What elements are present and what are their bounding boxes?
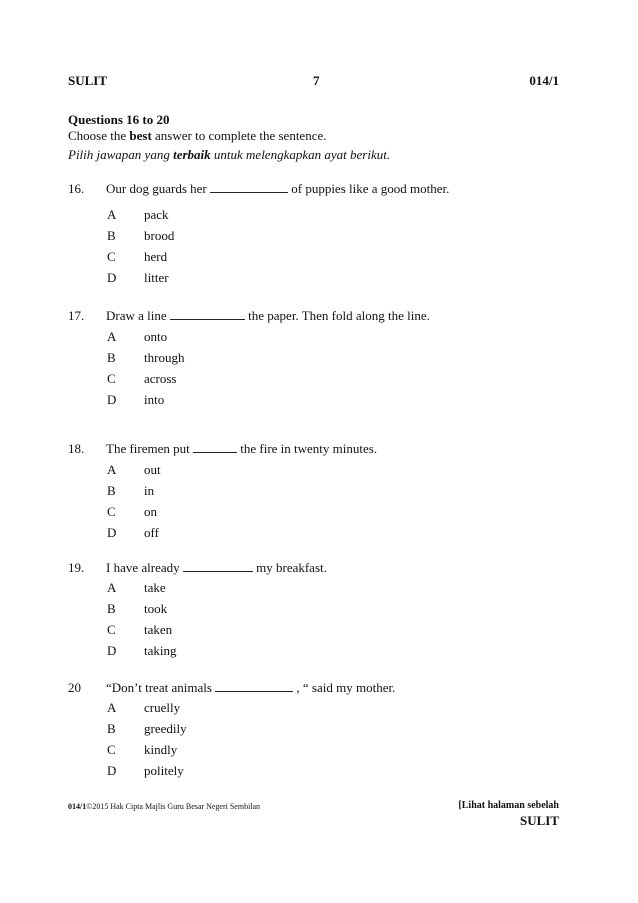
instruction-text: Choose the	[68, 128, 130, 143]
question-text	[106, 680, 395, 696]
footer-right	[458, 800, 559, 829]
question-stem: I have already	[106, 560, 183, 575]
section-title: Questions 16 to 20	[68, 112, 170, 127]
option-text: took	[144, 601, 168, 616]
option-letter: B	[107, 721, 116, 736]
section-intro	[68, 112, 390, 163]
option-letter: A	[107, 700, 117, 715]
question-stem: , “ said my mother.	[293, 680, 396, 695]
option-letter: A	[107, 329, 117, 344]
question-number: 17.	[68, 308, 85, 323]
next-page-note: [Lihat halaman sebelah	[458, 800, 559, 811]
option-text: into	[144, 392, 165, 407]
answer-blank	[170, 308, 245, 320]
page-number: 7	[313, 73, 320, 88]
option-letter: A	[107, 462, 117, 477]
option-text: herd	[144, 249, 168, 264]
footer-code: 014/1	[68, 802, 87, 811]
copyright-text: ©2015 Hak Cipta Majlis Guru Besar Negeri Sembilan	[86, 802, 261, 811]
option-text: out	[144, 462, 161, 477]
instruction-bold: best	[129, 128, 152, 143]
option-text: onto	[144, 329, 168, 344]
paper-code: 014/1	[529, 73, 559, 88]
option-letter: A	[107, 580, 117, 595]
question-text	[106, 441, 377, 457]
footer-copyright	[68, 802, 260, 811]
instruction-bold: terbaik	[173, 147, 211, 162]
header-classification: SULIT	[68, 73, 108, 88]
option-letter: C	[107, 622, 116, 637]
question-number: 19.	[68, 560, 85, 575]
option-text: on	[144, 504, 157, 519]
option-letter: C	[107, 742, 116, 757]
question-stem: my breakfast.	[252, 560, 327, 575]
option-text: politely	[144, 763, 184, 778]
option-letter: D	[107, 270, 117, 285]
instruction-text: answer to complete the sentence.	[151, 128, 327, 143]
option-letter: D	[107, 525, 117, 540]
option-letter: B	[107, 601, 116, 616]
option-text: taken	[144, 622, 173, 637]
question-stem: Our dog guards her	[106, 181, 210, 196]
option-text: off	[144, 525, 159, 540]
option-text: in	[144, 483, 155, 498]
question-stem: the paper. Then fold along the line.	[244, 308, 430, 323]
option-letter: A	[107, 207, 117, 222]
question-number: 16.	[68, 181, 85, 196]
option-letter: D	[107, 392, 117, 407]
question-text	[106, 181, 449, 197]
answer-blank	[215, 680, 293, 692]
option-text: across	[144, 371, 177, 386]
option-letter: B	[107, 350, 116, 365]
option-letter: B	[107, 483, 116, 498]
option-letter: C	[107, 371, 116, 386]
question-text	[106, 560, 327, 576]
answer-blank	[183, 560, 253, 572]
option-letter: C	[107, 504, 116, 519]
option-letter: D	[107, 643, 117, 658]
option-text: brood	[144, 228, 175, 243]
question-number: 20	[68, 680, 81, 695]
option-text: through	[144, 350, 185, 365]
option-letter: B	[107, 228, 116, 243]
instruction-english	[68, 128, 390, 144]
footer-classification: SULIT	[519, 813, 559, 828]
option-text: take	[144, 580, 166, 595]
instruction-malay	[68, 147, 390, 163]
option-letter: D	[107, 763, 117, 778]
option-text: taking	[144, 643, 177, 658]
answer-blank	[193, 441, 237, 453]
option-text: cruelly	[144, 700, 181, 715]
question-stem: the fire in twenty minutes.	[237, 441, 378, 456]
option-text: pack	[144, 207, 169, 222]
question-text	[106, 308, 430, 324]
question-number: 18.	[68, 441, 85, 456]
instruction-text: untuk melengkapkan ayat berikut.	[210, 147, 391, 162]
question-stem: The firemen put	[106, 441, 193, 456]
question-stem: of puppies like a good mother.	[287, 181, 450, 196]
option-letter: C	[107, 249, 116, 264]
question-stem: “Don’t treat animals	[106, 680, 216, 695]
option-text: greedily	[144, 721, 187, 736]
option-text: litter	[144, 270, 169, 285]
question-stem: Draw a line	[106, 308, 170, 323]
instruction-text: Pilih jawapan yang	[68, 147, 174, 162]
answer-blank	[210, 181, 288, 193]
option-text: kindly	[144, 742, 178, 757]
